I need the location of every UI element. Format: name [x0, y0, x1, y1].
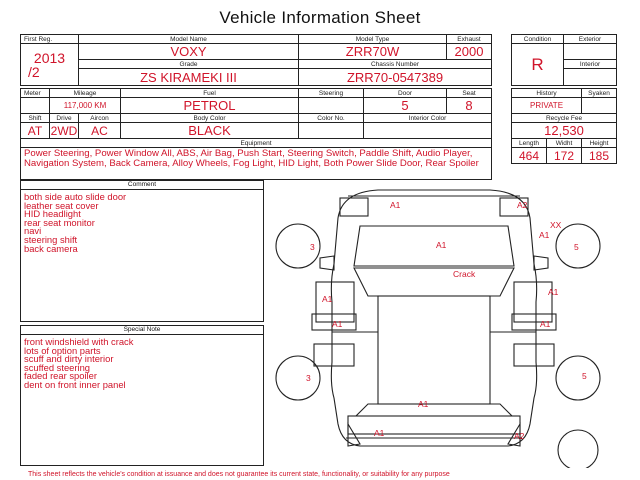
fuel-label: Fuel — [121, 89, 299, 98]
equipment-label: Equipment — [21, 139, 492, 148]
comment-line: navi — [24, 225, 42, 237]
width-label: Widht — [547, 139, 582, 148]
history-value: PRIVATE — [512, 98, 582, 114]
condition-label: Condition — [512, 35, 564, 44]
model-name-value: VOXY — [79, 44, 299, 60]
comment-line: back camera — [24, 242, 78, 254]
aircon-label: Aircon — [79, 114, 121, 123]
mileage-label: Mileage — [50, 89, 121, 98]
windshield-outline — [354, 268, 514, 296]
exterior-value — [564, 44, 617, 60]
spare-tire — [558, 430, 598, 468]
interior-value — [564, 69, 617, 86]
damage-tire-rear-right: 5 — [582, 371, 587, 381]
right-mirror — [534, 256, 548, 270]
color-no-value — [299, 123, 364, 139]
grade-label: Grade — [79, 60, 299, 69]
damage-rear-left: A1 — [374, 428, 385, 438]
width-value: 172 — [547, 148, 582, 164]
body-color-label: Body Color — [121, 114, 299, 123]
exhaust-label: Exhaust — [447, 35, 492, 44]
recycle-fee-label: Recycle Fee — [512, 114, 617, 123]
chassis-number-value: ZRR70-0547389 — [299, 69, 492, 86]
height-value: 185 — [582, 148, 617, 164]
sheet-title: Vehicle Information Sheet — [219, 8, 421, 27]
recycle-fee-value: 12,530 — [512, 123, 617, 139]
special-note-line: dent on front inner panel — [24, 378, 126, 390]
comment-label: Comment — [21, 181, 263, 190]
car-damage-diagram — [268, 184, 620, 468]
special-note-label: Special Note — [21, 326, 263, 335]
special-note-line: front windshield with crack — [24, 336, 134, 347]
model-type-label: Model Type — [299, 35, 447, 44]
comment-line: rear seat monitor — [24, 216, 95, 228]
interior-color-label: Interior Color — [364, 114, 492, 123]
shift-value: AT — [21, 123, 50, 139]
damage-tire-front-left: 3 — [310, 242, 315, 252]
history-table — [511, 88, 617, 164]
special-note-line: lots of option parts — [24, 344, 101, 356]
exterior-label: Exterior — [564, 35, 617, 44]
exhaust-value: 2000 — [447, 44, 492, 60]
damage-tire-front-right: 5 — [574, 242, 579, 252]
comment-line: steering shift — [24, 233, 78, 245]
meter-label: Meter — [21, 89, 50, 98]
drive-value: 2WD — [50, 123, 78, 138]
first-reg-value — [21, 44, 79, 86]
damage-rear-top: A1 — [418, 399, 429, 409]
vehicle-id-table — [20, 34, 492, 86]
color-no-label: Color No. — [299, 114, 364, 123]
history-label: History — [512, 89, 582, 98]
damage-right-front-door: A1 — [548, 287, 559, 297]
damage-corner-a1: A1 — [539, 230, 550, 240]
syaken-label: Syaken — [582, 89, 617, 98]
rear-window-outline — [356, 404, 512, 416]
vehicle-spec-table — [20, 88, 492, 180]
length-value: 464 — [512, 148, 547, 164]
chassis-number-label: Chassis Number — [299, 60, 492, 69]
condition-table — [511, 34, 617, 86]
damage-front-right: A2 — [517, 200, 528, 210]
steering-value — [299, 98, 364, 114]
drive-label: Drive — [50, 114, 79, 123]
comment-line: leather seat cover — [24, 199, 99, 211]
comment-line: HID headlight — [24, 208, 81, 220]
seat-label: Seat — [447, 89, 492, 98]
damage-left-front-door: A1 — [322, 294, 333, 304]
model-type-value: ZRR70W — [299, 44, 447, 60]
roof-outline — [378, 296, 490, 404]
right-rear-door — [514, 344, 554, 366]
length-label: Length — [512, 139, 547, 148]
first-reg-month: /2 — [28, 63, 40, 80]
damage-front-left: A1 — [390, 200, 401, 210]
damage-tire-rear-left: 3 — [306, 373, 311, 383]
comment-list — [21, 190, 263, 253]
tire-rear-right — [556, 356, 600, 400]
right-front-door — [514, 282, 552, 322]
condition-value: R — [512, 44, 564, 86]
first-reg-year: 2013 — [33, 49, 66, 66]
aircon-value: AC — [79, 123, 121, 139]
hood-outline — [354, 226, 514, 266]
comment-line: both side auto slide door — [24, 191, 127, 202]
equipment-list: Power Steering, Power Window All, ABS, Air Bag, Push Start, Steering Switch, Paddle Shift, Audio Player, Navigation System, Back Camera, Alloy Wheels, Fog Light, HID Light, Both Power Slide Door, Rear Spoiler — [21, 148, 492, 180]
model-name-label: Model Name — [79, 35, 299, 44]
height-label: Height — [582, 139, 617, 148]
mileage-value: 117,000 KM — [50, 98, 121, 114]
first-reg-label: First Reg. — [21, 35, 79, 44]
damage-corner-xx: XX — [550, 220, 562, 230]
meter-value — [21, 98, 50, 114]
front-left-corner — [340, 198, 368, 216]
shift-label: Shift — [21, 114, 50, 123]
left-mirror — [320, 256, 334, 270]
comment-box — [20, 180, 264, 322]
seat-value: 8 — [447, 98, 492, 114]
body-color-value: BLACK — [121, 123, 299, 139]
special-note-line: faded rear spoiler — [24, 370, 97, 382]
damage-rear-right: A2 — [514, 431, 525, 441]
damage-hood: A1 — [436, 240, 447, 250]
special-note-list — [21, 335, 263, 390]
damage-windshield: Crack — [453, 269, 476, 279]
steering-label: Steering — [299, 89, 364, 98]
special-note-box — [20, 325, 264, 466]
special-note-line: scuff and dirty interior — [24, 353, 114, 365]
interior-color-value — [364, 123, 492, 139]
damage-right-rear-door: A1 — [540, 319, 551, 329]
door-value: 5 — [364, 98, 447, 114]
damage-left-rear-door: A1 — [332, 319, 343, 329]
car-body-outline — [331, 190, 536, 446]
disclaimer-footer: This sheet reflects the vehicle's condition at issuance and does not guarantee its current state, functionality, or suitability for any purpose — [28, 471, 450, 478]
grade-value: ZS KIRAMEKI III — [79, 69, 299, 86]
interior-label: Interior — [564, 60, 617, 69]
left-rear-door — [314, 344, 354, 366]
syaken-value — [582, 98, 617, 114]
tire-rear-left — [276, 356, 320, 400]
door-label: Door — [364, 89, 447, 98]
special-note-line: scuffed steering — [24, 361, 91, 373]
fuel-value: PETROL — [121, 98, 299, 114]
